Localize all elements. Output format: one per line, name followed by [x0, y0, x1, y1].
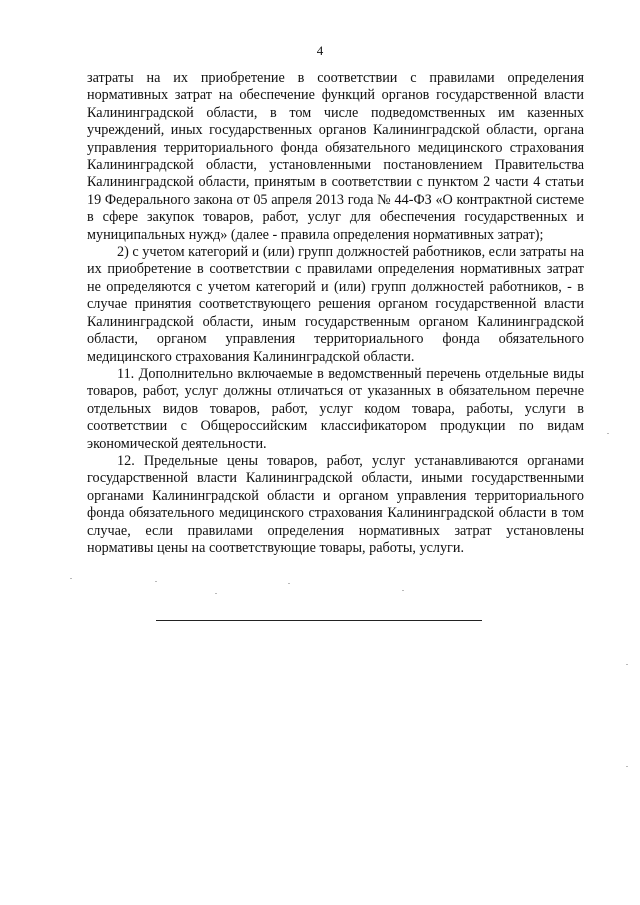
- scan-speck: [155, 581, 157, 582]
- paragraph-item-2: 2) с учетом категорий и (или) групп должностей работников, если затраты на их приобретение в соответствии с правилами определения нормативных затрат не определяются с учетом категорий и (или) групп должностей работников, - в случае принятия соответствующего решения органом государственной власти Калининградской области, иным государственным органом Калининградской области, органом управления территориального фонда обязательного медицинского страхования Калининградской области.: [87, 244, 584, 365]
- paragraph-continuation: затраты на их приобретение в соответствии с правилами определения нормативных затрат на обеспечение функций органов государственной власти Калининградской области, в том числе подведомственных им казенных учреждений, иных государственных органов Калининградской области, органа управления территориального фонда обязательного медицинского страхования Калининградской области, установленными постановлением Правительства Калининградской области, принятым в соответствии с пунктом 2 части 4 статьи 19 Федерального закона от 05 апреля 2013 года № 44-ФЗ «О контрактной системе в сфере закупок товаров, работ, услуг для обеспечения государственных и муниципальных нужд» (далее - правила определения нормативных затрат);: [87, 70, 584, 243]
- paragraph-item-12: 12. Предельные цены товаров, работ, услуг устанавливаются органами государственной власти Калининградской области, иными государственными органами Калининградской области и органом управления территориального фонда обязательного медицинского страхования Калининградской области в том случае, если правилами определения нормативных затрат установлены нормативы цены на соответствующие товары, работы, услуги.: [87, 452, 584, 556]
- document-body: [87, 70, 584, 557]
- scan-speck: [626, 766, 628, 767]
- page-number: 4: [316, 43, 324, 58]
- scan-speck: [288, 583, 290, 584]
- end-divider-line: [156, 620, 482, 621]
- scan-speck: [626, 664, 628, 665]
- scan-speck: [607, 433, 609, 434]
- paragraph-item-11: 11. Дополнительно включаемые в ведомственный перечень отдельные виды товаров, работ, услуг должны отличаться от указанных в обязательном перечне отдельных видов товаров, работ, услуг кодом товара, работы, услуги в соответствии с Общероссийским классификатором продукции по видам экономической деятельности.: [87, 365, 584, 452]
- scan-speck: [70, 578, 72, 579]
- scan-speck: [215, 593, 217, 594]
- scan-speck: [402, 590, 404, 591]
